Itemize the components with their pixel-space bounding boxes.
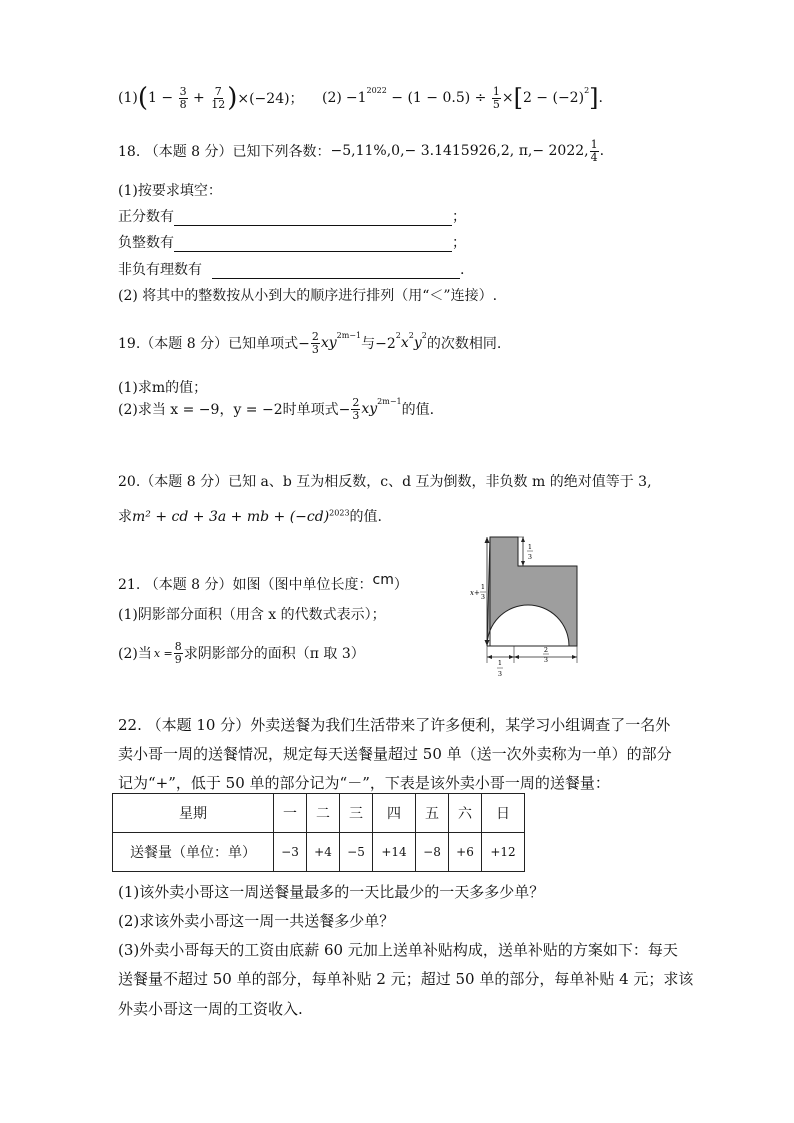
q19-sub2: (2)求当 x = −9，y = −2时单项式− $\frac{2}{3}$ xy $^{2m-1}$ 的值.: [118, 395, 435, 422]
left-dimension-label: x+: [470, 589, 480, 597]
table-header-row: [113, 794, 525, 833]
table-row-label: 送餐量（单位：单）: [113, 833, 274, 872]
q18-title: 18. （本题 8 分）已知下列各数： −5,11%,0,− 3.1415926,2, π,− 2022, $\frac{1}{4}$ .: [118, 137, 605, 164]
value-cell: −5: [340, 833, 373, 872]
q18-nonnegative-rationals: 非负有理数有 .: [118, 262, 465, 278]
answer-blank[interactable]: [212, 264, 460, 279]
q19-sub1: (1)求m的值；: [118, 380, 208, 396]
value-cell: +6: [449, 833, 482, 872]
fraction-1-4: $\frac{1}{4}$: [590, 137, 598, 164]
fraction-3-8: $\frac{3}{8}$: [179, 84, 187, 111]
day-cell: 三: [340, 794, 373, 833]
top-fraction-num: 1: [527, 543, 533, 551]
q22-sub3-line3: 外卖小哥这一周的工资收入.: [118, 1000, 303, 1018]
q22-sub3-line2: 送餐量不超过 50 单的部分，每单补贴 2 元；超过 50 单的部分，每单补贴 4 元；求该: [118, 970, 694, 988]
value-cell: +12: [482, 833, 525, 872]
left-fraction-den: 3: [480, 593, 486, 601]
close-paren: ): [227, 83, 238, 113]
fraction-7-12: $\frac{7}{12}$: [211, 84, 226, 111]
q19-title: 19.（本题 8 分）已知单项式− $\frac{2}{3}$ xy $^{2m-1}$ 与−2 $^2$ x $^2$ y $^2$ 的次数相同.: [118, 329, 502, 356]
day-cell: 一: [274, 794, 307, 833]
day-cell: 日: [482, 794, 525, 833]
fraction-2-3: $\frac{2}{3}$: [352, 395, 360, 422]
q18-sub2: (2) 将其中的整数按从小到大的顺序进行排列（用“＜”连接）.: [118, 288, 498, 304]
value-cell: −3: [274, 833, 307, 872]
bottom-right-fraction-num: 2: [543, 646, 549, 654]
q21-sub1: (1)阴影部分面积（用含 x 的代数式表示）；: [118, 607, 386, 623]
q21-sub2: (2)当 x = $\frac{8}{9}$ 求阴影部分的面积（π 取 3）: [118, 639, 365, 666]
fraction-2-3: $\frac{2}{3}$: [311, 329, 319, 356]
q20-line1: 20.（本题 8 分）已知 a、b 互为相反数，c、d 互为倒数，非负数 m 的绝对值等于 3,: [118, 474, 652, 490]
top-fraction-den: 3: [527, 553, 533, 561]
bottom-left-fraction-den: 3: [497, 670, 503, 678]
value-cell: +4: [307, 833, 340, 872]
q22-line3: 记为“+”，低于 50 单的部分记为“－”，下表是该外卖小哥一周的送餐量：: [118, 774, 610, 792]
q17-part2: (2) −1 $^{2022}$ − (1 − 0.5) ÷ $\frac{1}{5}$ × [ 2 − (−2) $^2$ ] .: [322, 84, 603, 112]
open-paren: (: [137, 83, 148, 113]
value-cell: −8: [416, 833, 449, 872]
day-cell: 四: [373, 794, 416, 833]
bottom-left-fraction-num: 1: [497, 659, 503, 667]
q22-line1: 22. （本题 10 分）外卖送餐为我们生活带来了许多便利，某学习小组调查了一名外: [118, 716, 671, 734]
q22-line2: 卖小哥一周的送餐情况，规定每天送餐量超过 50 单（送一次外卖称为一单）的部分: [118, 745, 672, 763]
q20-line2: 求m² + cd + 3a + mb + $(-cd)^{2023}$的值.: [118, 508, 382, 525]
day-cell: 六: [449, 794, 482, 833]
table-row: [113, 833, 525, 872]
q17-part1: (1) ( 1 − $\frac{3}{8}$ + $\frac{7}{12}$ ) ×(−24)；: [118, 83, 304, 113]
value-cell: +14: [373, 833, 416, 872]
answer-blank[interactable]: [174, 211, 452, 226]
day-cell: 二: [307, 794, 340, 833]
fraction-1-5: $\frac{1}{5}$: [492, 84, 500, 111]
q21-title: 21. （本题 8 分）如图（图中单位长度：cm）: [118, 572, 408, 593]
table-header-label: 星期: [113, 794, 274, 833]
answer-blank[interactable]: [174, 237, 452, 252]
delivery-table: [112, 793, 525, 872]
q18-negative-integers: 负整数有 ；: [118, 235, 466, 251]
q22-sub1: (1)该外卖小哥这一周送餐量最多的一天比最少的一天多多少单？: [118, 883, 545, 901]
bottom-right-fraction-den: 3: [543, 656, 549, 664]
day-cell: 五: [416, 794, 449, 833]
shaded-area-figure: [466, 535, 586, 681]
q18-sub1: (1)按要求填空：: [118, 183, 222, 199]
fraction-8-9: $\frac{8}{9}$: [174, 639, 182, 666]
q22-sub2: (2)求该外卖小哥这一周一共送餐多少单？: [118, 912, 395, 930]
q22-sub3-line1: (3)外卖小哥每天的工资由底薪 60 元加上送单补贴构成，送单补贴的方案如下：每天: [118, 941, 678, 959]
q18-positive-fractions: 正分数有 ；: [118, 209, 466, 225]
left-fraction-num: 1: [480, 583, 486, 591]
